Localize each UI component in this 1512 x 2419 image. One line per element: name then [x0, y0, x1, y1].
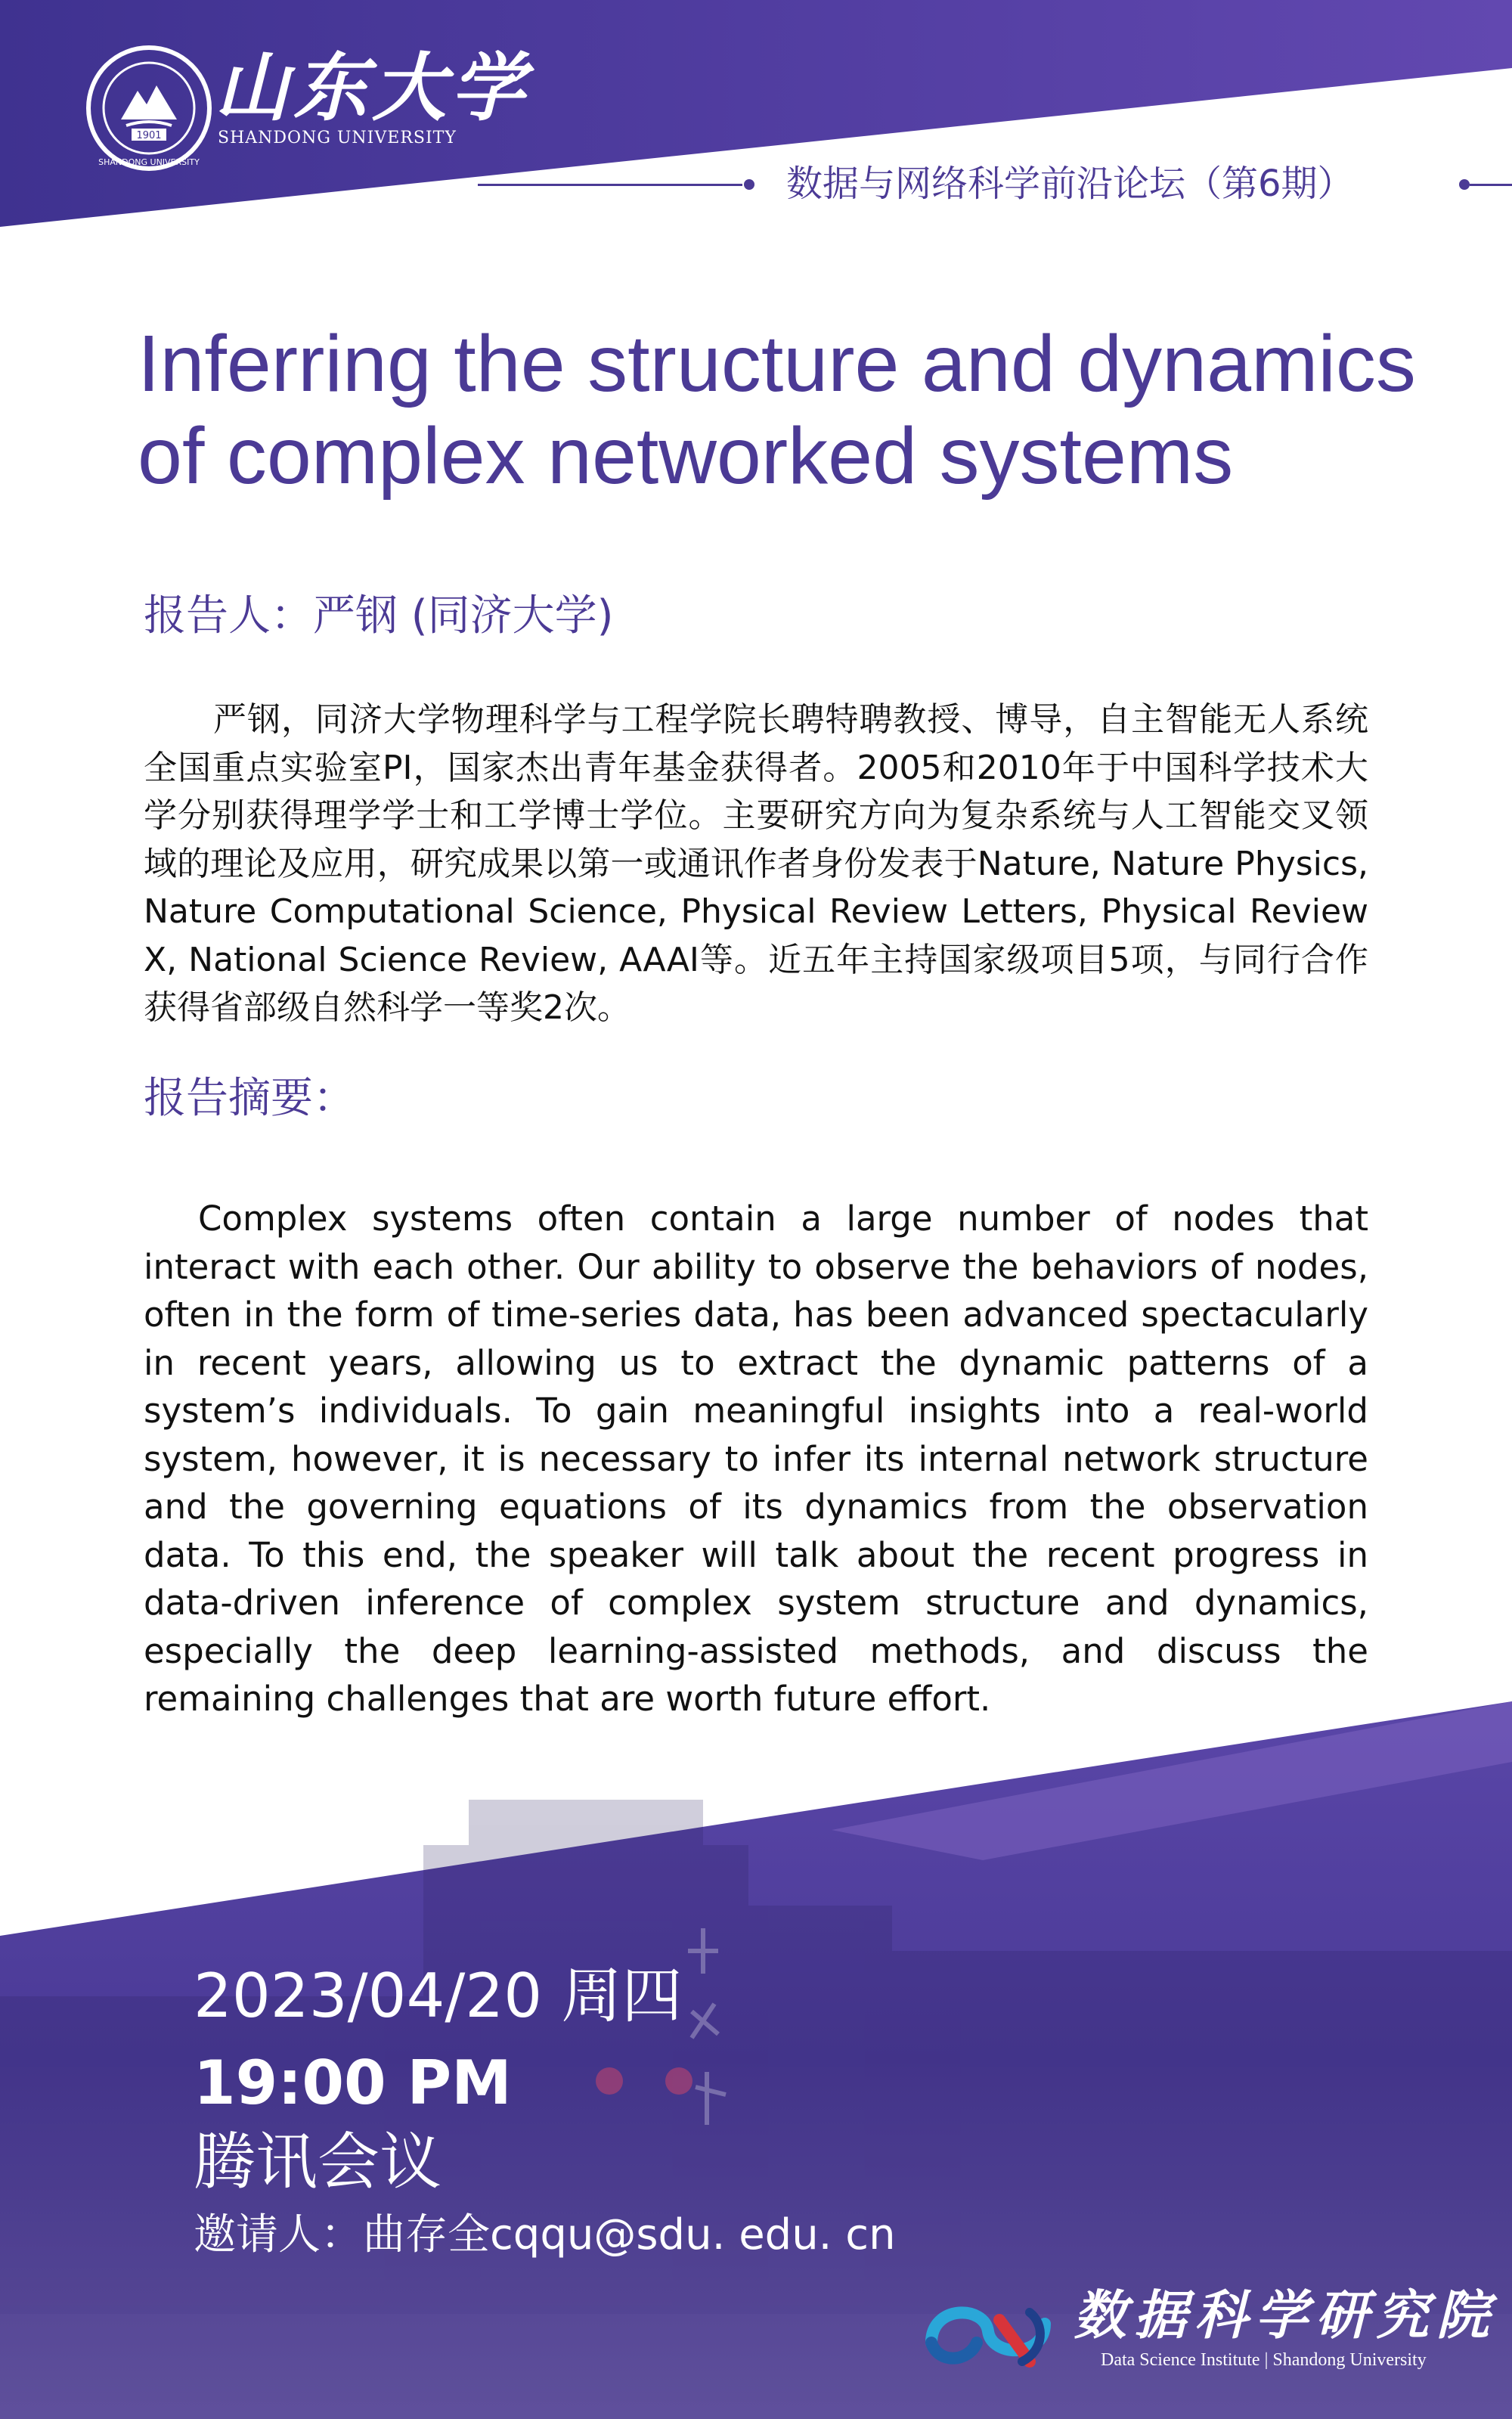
- speaker-bio: 严钢，同济大学物理科学与工程学院长聘特聘教授、博导，自主智能无人系统全国重点实验室PI，国家杰出青年基金获得者。2005和2010年于中国科学技术大学分别获得理学学士和工学博士学位。主要研究方向为复杂系统与人工智能交叉领域的理论及应用，研究成果以第一或通讯作者身份发表于Nature, Nature Physics, Nature Computational Science, Physical Review Letters, Physical Review X, National Science Review, AAAI等。近五年主持国家级项目5项，与同行合作获得省部级自然科学一等奖2次。: [144, 700, 1368, 1027]
- institute-name-cn: 数据科学研究院: [1074, 2284, 1497, 2346]
- abstract-text: Complex systems often contain a large number of nodes that interact with each other. Our ability to observe the behaviors of nodes, often in the form of time-series data, has been advanced spectacularly in recent years, allowing us to extract the dynamic patterns of a system’s individuals. To gain meaningful insights into a real-world system, however, it is necessary to infer its internal network structure and the governing equations of its dynamics from the observation data. To this end, the speaker will talk about the recent progress in data-driven inference of complex system structure and dynamics, especially the deep learning-assisted methods, and discuss the remaining challenges that are worth future effort.: [144, 1199, 1368, 1719]
- seal-year: 1901: [136, 130, 162, 141]
- data-science-institute-logo-icon: [916, 2290, 1060, 2373]
- university-name-en: SHANDONG UNIVERSITY: [218, 129, 457, 147]
- forum-title: 数据与网络科学前沿论坛（第6期）: [786, 163, 1354, 205]
- abstract-label: 报告摘要：: [144, 1074, 355, 1123]
- university-name-cn: 山东大学: [215, 45, 530, 132]
- event-inviter: 邀请人：曲存全cqqu@sdu. edu. cn: [194, 2210, 896, 2259]
- forum-divider-line: [478, 184, 742, 186]
- forum-bullet-dot: [744, 179, 754, 190]
- event-venue: 腾讯会议: [194, 2126, 442, 2198]
- seal-ring-text: SHANDONG UNIVERSITY: [98, 157, 200, 167]
- forum-bullet-dot: [1459, 179, 1470, 190]
- talk-title: [138, 318, 1438, 502]
- institute-name-en: Data Science Institute | Shandong University: [1101, 2350, 1427, 2370]
- talk-title-line: of complex networked systems: [138, 411, 1234, 501]
- talk-title-line: Inferring the structure and dynamics: [138, 319, 1416, 408]
- event-time: 19:00 PM: [194, 2048, 512, 2118]
- event-date: 2023/04/20 周四: [194, 1961, 683, 2031]
- shandong-university-seal-icon: [85, 44, 213, 172]
- forum-divider-line: [1470, 184, 1512, 186]
- speaker-label: 报告人：严钢 (同济大学): [144, 591, 614, 640]
